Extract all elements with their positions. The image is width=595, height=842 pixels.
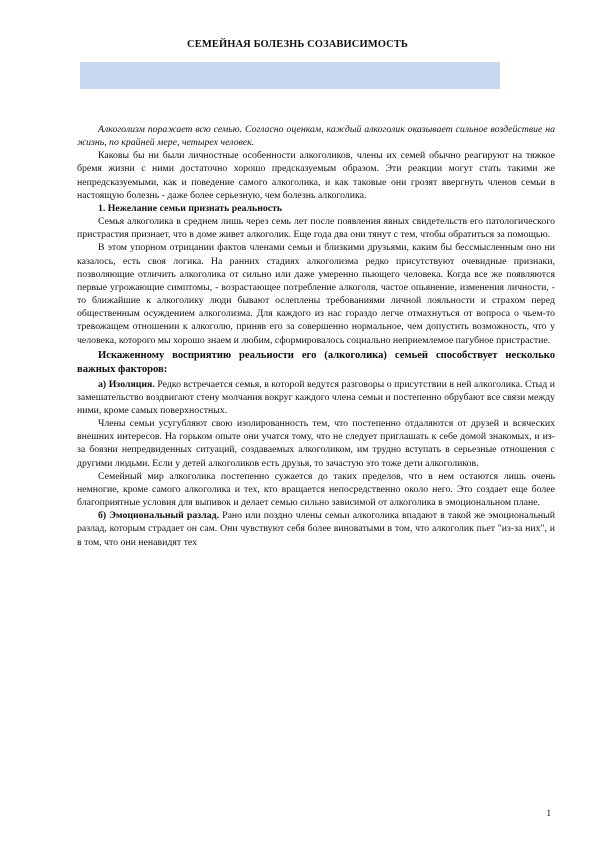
paragraph-denial-2: В этом упорном отрицании фактов членами семьи и близкими друзьями, каким бы бессмысленным оно ни казалось, есть своя логика. На ранних стадиях алкоголизма редко присутствуют очевидные признаки, позволяющие отличить алкоголика от сильно или даже умеренно пьющего человека. Когда все же появляются первые угрожающие симптомы, - возрастающее потребление алкоголя, частое опьянение, изменения личности, - то ближайшие к алкоголику люди бывают ослеплены требованиями личной лояльности и страхом перед общественным осуждением алкоголизма. Для каждого из нас гораздо легче отмахнуться от вопроса о чьем-то тревожащем отношении к алкоголю, приняв его за совершенно нормальное, чем допустить возможность, что у человека, которого мы хорошо знаем и любим, сформировалось социально неприемлемое пагубное пристрастие. [77,242,555,346]
section-heading-1: 1. Нежелание семьи признать реальность [98,202,283,214]
paragraph-isolation-2: Члены семьи усугубляют свою изолированность тем, что постепенно отдаляются от друзей и всяческих внешних интересов. На горьком опыте они учатся тому, что не следует приглашать к себе домой знакомых, и из-за боязни непредвиденных ситуаций, создаваемых алкоголиком, им трудно вступать в серьезные отношения с другими людьми. Если у детей алкоголиков есть друзья, то зачастую это тоже дети алкоголиков. [77,418,555,469]
document-title: СЕМЕЙНАЯ БОЛЕЗНЬ СОЗАВИСИМОСТЬ [187,39,408,50]
highlight-bar [80,62,500,89]
epigraph: Алкоголизм поражает всю семью. Согласно оценкам, каждый алкоголик оказывает сильное воздействие на жизнь, по крайней мере, четырех человек. [77,124,555,149]
emotional-text: Рано или поздно члены семьи алкоголика впадают в такой же эмоциональный разлад, которым страдает он сам. Они чувствуют себя более виноватыми в том, что алкоголик пьет "из-за них", и в том, что они ненавидят тех [77,510,555,548]
paragraph-isolation [77,378,555,417]
paragraph-emotional [77,509,555,548]
isolation-label: а) Изоляция. [98,378,155,390]
paragraph-isolation-3: Семейный мир алкоголика постепенно сужается до таких пределов, что в нем остаются лишь очень немногие, кроме самого алкоголика и тех, кто вращается непосредственно около него. Это создает еще более благоприятные условия для выпивок и делает семью сильно зависимой от алкоголика в эмоциональном плане. [77,470,555,509]
emotional-label: б) Эмоциональный разлад. [98,510,220,522]
isolation-text: Редко встречается семья, в которой ведутся разговоры о присутствии в ней алкоголика. Стыд и замешательство воздвигают стену молчания вокруг каждого члена семьи и постепенно обрубают все связи между ними, кроме самых поверхностных. [77,378,555,416]
paragraph-denial-1: Семья алкоголика в среднем лишь через семь лет после появления явных свидетельств его патологического пристрастия признает, что в доме живет алкоголик. Еще года два они тянут с тем, чтобы обратиться за помощью. [77,216,555,241]
section-heading-factors: Искаженному восприятию реальности его (алкоголика) семьей способствует несколько важных факторов: [77,349,555,376]
document-body [77,123,555,549]
paragraph-intro: Каковы бы ни были личностные особенности алкоголиков, члены их семей обычно реагируют на тяжкое бремя жизни с ними достаточно хорошо предсказуемым образом. Эти реакции могут стать такими же непредсказуемыми, как и поведение самого алкоголика, и как таковые они грозят ввергнуть членов семьи в настоящую болезнь - даже более серьезную, чем болезнь алкоголика. [77,150,555,201]
page-number: 1 [546,808,551,818]
